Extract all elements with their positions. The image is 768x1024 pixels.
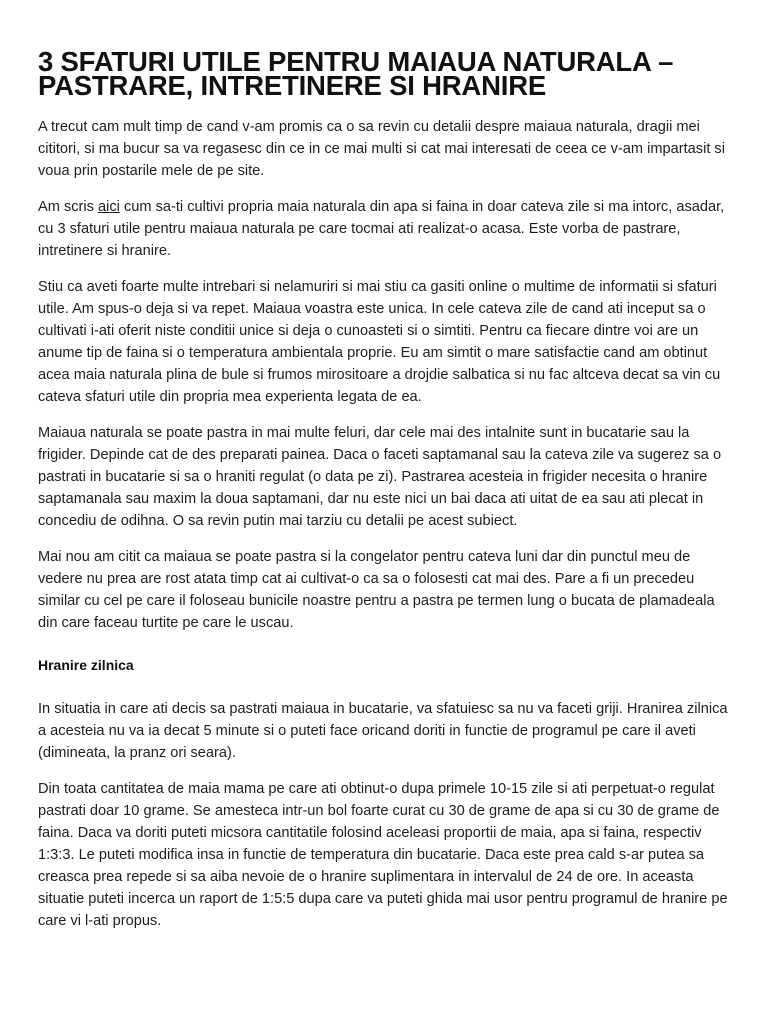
paragraph-intro: A trecut cam mult timp de cand v-am promis ca o sa revin cu detalii despre maiaua naturala, dragii mei cititori, si ma bucur sa va regasesc din ce in ce mai multi si cat mai interesati de ceea ce v-am impartasit si voua prin postarile mele de pe site. [38,119,725,179]
paragraph-quantities: Din toata cantitatea de maia mama pe care ati obtinut-o dupa primele 10-15 zile si ati perpetuat-o regulat pastrati doar 10 grame. Se amesteca intr-un bol foarte curat cu 30 de grame de apa si cu 30 de grame de faina. Daca va doriti puteti micsora cantitatile folosind aceleasi proportii de maia, apa si faina, respectiv 1:3:3. Le puteti modifica insa in functie de temperatura din bucatarie. Daca este prea cald s-ar putea sa creasca prea repede si sa aiba nevoie de o hranire suplimentara in intervalul de 24 de ore. In aceasta situatie puteti incerca un raport de 1:5:5 dupa care va puteti ghida mai usor pentru programul de hranire pe care vi l-ati propus. [38,781,728,929]
aici-link[interactable]: aici [98,199,120,215]
paragraph-daily-feeding: In situatia in care ati decis sa pastrati maiaua in bucatarie, va sfatuiesc sa nu va faceti griji. Hranirea zilnica a acesteia nu va ia decat 5 minute si o puteti face oricand doriti in functie de programul pe care il aveti (dimineata, la pranz ori seara). [38,701,728,761]
article [38,46,738,946]
paragraph-questions: Stiu ca aveti foarte multe intrebari si nelamuriri si mai stiu ca gasiti online o multime de informatii si sfaturi utile. Am spus-o deja si va repet. Maiaua voastra este unica. In cele cateva zile de cand ati inceput sa o cultivati i-ati oferit niste conditii unice si deja o cunoasteti si o simtiti. Pentru ca fiecare dintre voi are un anume tip de faina si o temperatura ambientala proprie. Eu am simtit o mare satisfactie cand am obtinut acea maia naturala plina de bule si frumos mirositoare a drojdie salbatica si nu fac altceva decat sa vin cu cateva sfaturi utile din propria mea experienta legata de ea. [38,279,721,405]
paragraph-storage: Maiaua naturala se poate pastra in mai multe feluri, dar cele mai des intalnite sunt in bucatarie sau la frigider. Depinde cat de des preparati painea. Daca o faceti saptamanal sau la cateva zile va sugerez sa o pastrati in bucatarie si sa o hraniti regulat (o data pe zi). Pastrarea acesteia in frigider necesita o hranire saptamanala sau maxim la doua saptamani, dar nu este nici un bai daca ati uitat de ea sau ati plecat in concediu de odihna. O sa revin putin mai tarziu cu detalii pe acest subiect. [38,425,722,529]
paragraph-link-text-after: cum sa-ti cultivi propria maia naturala din apa si faina in doar cateva zile si ma intorc, asadar, cu 3 sfaturi utile pentru maiaua naturala pe care tocmai ati realizat-o acasa. Este vorba de pastrare, intretinere si hranire. [38,199,725,259]
paragraph-link [38,196,738,262]
article-title: 3 SFATURI UTILE PENTRU MAIAUA NATURALA – PASTRARE, INTRETINERE SI HRANIRE [38,46,674,101]
paragraph-link-text-before: Am scris [38,199,98,215]
section-heading-daily-feeding: Hranire zilnica [38,657,134,673]
paragraph-freezer: Mai nou am citit ca maiaua se poate pastra si la congelator pentru cateva luni dar din punctul meu de vedere nu prea are rost atata timp cat ai cultivat-o ca sa o folosesti cat mai des. Pare a fi un precedeu similar cu cel pe care il foloseau bunicile noastre pentru a pastra pe termen lung o bucata de plamadeala din care faceau turtite pe care le uscau. [38,549,715,631]
